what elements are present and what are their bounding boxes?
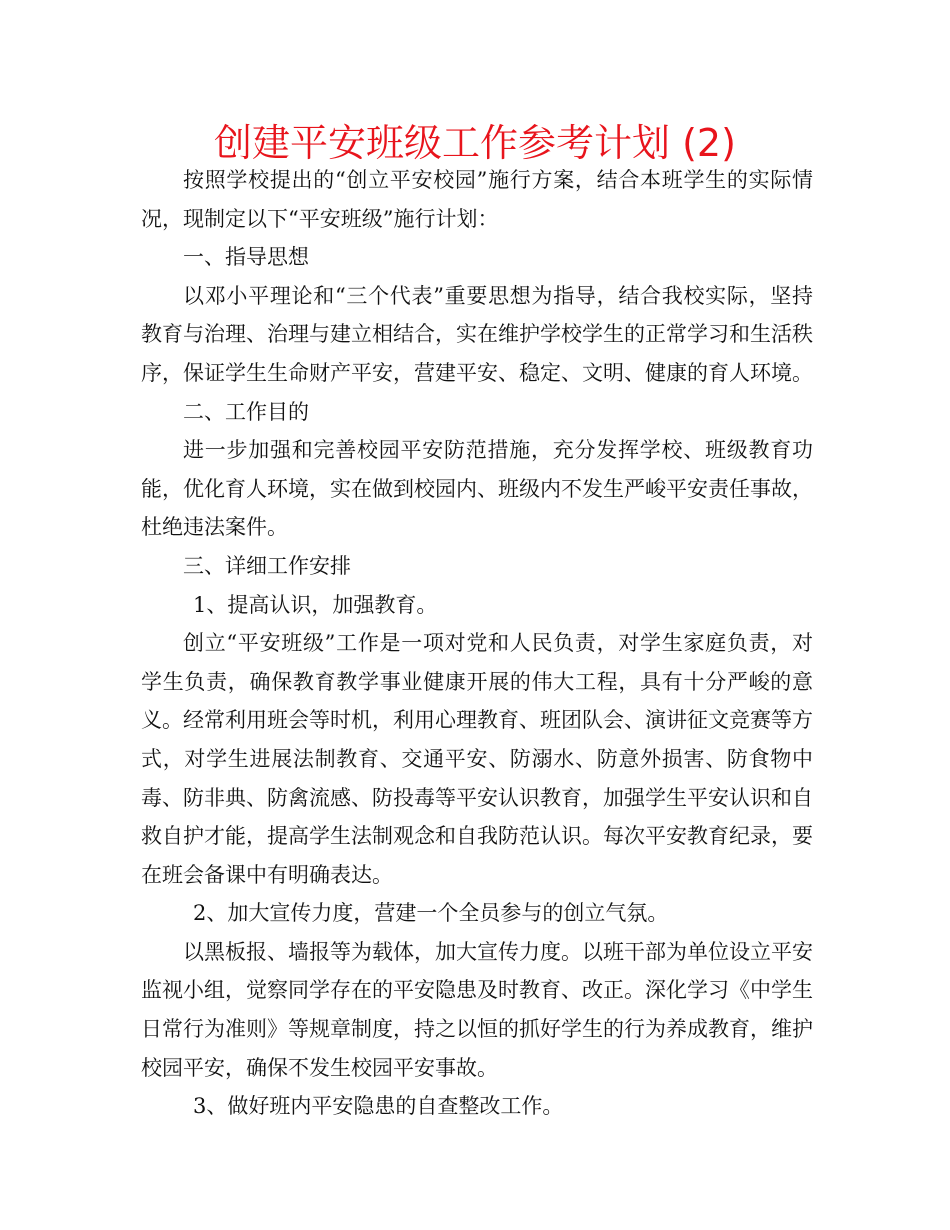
document-body bbox=[141, 161, 813, 1126]
heading-guiding-ideology: 一、指导思想 bbox=[183, 245, 309, 270]
paragraph-guiding-ideology: 以邓小平理论和“三个代表”重要思想为指导，结合我校实际，坚持教育与治理、治理与建立相结合，实在维护学校学生的正常学习和生活秩序，保证学生生命财产平安，营建平安、稳定、文明、健康的育人环境。 bbox=[141, 283, 813, 385]
paragraph-intro: 按照学校提出的“创立平安校园”施行方案，结合本班学生的实际情况，现制定以下“平安班级”施行计划： bbox=[141, 168, 813, 231]
subheading-publicity: 2、加大宣传力度，营建一个全员参与的创立气氛。 bbox=[193, 901, 669, 926]
heading-work-goal: 二、工作目的 bbox=[183, 399, 309, 424]
document-title: 创建平安班级工作参考计划 (2) bbox=[214, 121, 736, 165]
subheading-awareness: 1、提高认识，加强教育。 bbox=[193, 592, 438, 617]
subheading-self-inspection: 3、做好班内平安隐患的自查整改工作。 bbox=[193, 1094, 564, 1119]
paragraph-publicity: 以黑板报、墙报等为载体，加大宣传力度。以班干部为单位设立平安监视小组，觉察同学存在的平安隐患及时教育、改正。深化学习《中学生日常行为准则》等规章制度，持之以恒的抓好学生的行为养成教育，维护校园平安，确保不发生校园平安事故。 bbox=[141, 939, 813, 1080]
paragraph-awareness: 创立“平安班级”工作是一项对党和人民负责，对学生家庭负责，对学生负责，确保教育教学事业健康开展的伟大工程，具有十分严峻的意义。经常利用班会等时机，利用心理教育、班团队会、演讲征文竞赛等方式，对学生进展法制教育、交通平安、防溺水、防意外损害、防食物中毒、防非典、防禽流感、防投毒等平安认识教育，加强学生平安认识和自救自护才能，提高学生法制观念和自我防范认识。每次平安教育纪录，要在班会备课中有明确表达。 bbox=[141, 631, 813, 887]
paragraph-work-goal: 进一步加强和完善校园平安防范措施，充分发挥学校、班级教育功能，优化育人环境，实在做到校园内、班级内不发生严峻平安责任事故，杜绝违法案件。 bbox=[141, 438, 813, 540]
heading-work-arrangement: 三、详细工作安排 bbox=[183, 553, 351, 578]
